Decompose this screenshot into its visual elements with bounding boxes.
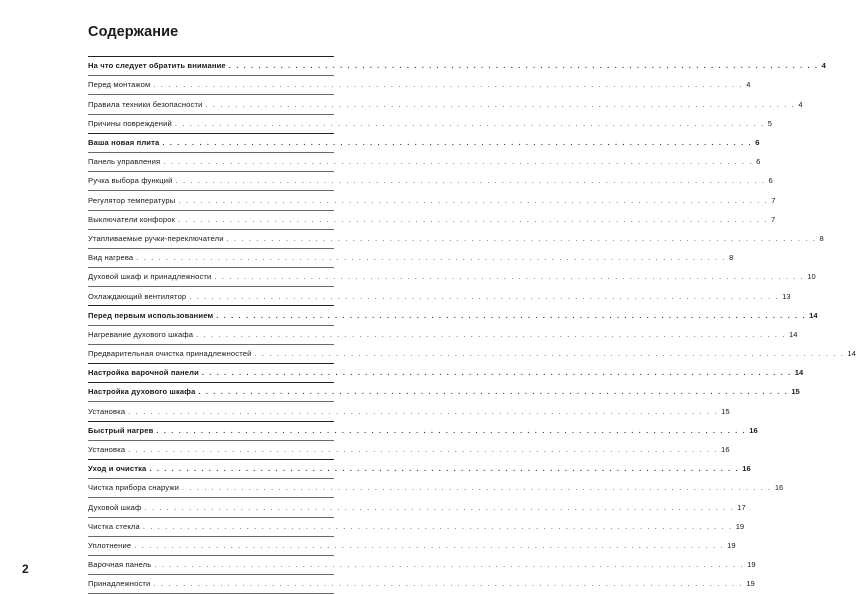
dot-leader: . . . . . . . . . . . . . . . . . . . . . . . . . . . . . . . . . . . . . . . . . . . . . . . . . . . . . . . . . . . . . . . . . . . . . . . . . . . . . . . .: [144, 502, 735, 512]
dot-leader: . . . . . . . . . . . . . . . . . . . . . . . . . . . . . . . . . . . . . . . . . . . . . . . . . . . . . . . . . . . . . . . . . . . . . . . . . . . . . . . .: [149, 464, 740, 474]
dot-leader: . . . . . . . . . . . . . . . . . . . . . . . . . . . . . . . . . . . . . . . . . . . . . . . . . . . . . . . . . . . . . . . . . . . . . . . . . . . . . . . .: [198, 387, 789, 397]
toc-page-number: 8: [819, 233, 824, 243]
toc-entry-label: На что следует обратить внимание: [88, 61, 226, 71]
toc-section-row: [88, 421, 758, 440]
toc-page-number: 15: [721, 406, 730, 416]
dot-leader: . . . . . . . . . . . . . . . . . . . . . . . . . . . . . . . . . . . . . . . . . . . . . . . . . . . . . . . . . . . . . . . . . . . . . . . . . . . . . . . .: [216, 310, 807, 320]
toc-page-number: 13: [782, 291, 791, 301]
toc-entry-label: Ваша новая плита: [88, 138, 160, 148]
toc-entry-label: Духовой шкаф: [88, 502, 142, 512]
toc-section-row: [88, 363, 804, 382]
toc-page-number: 14: [809, 310, 818, 320]
toc-entry-label: Установка: [88, 445, 126, 455]
toc-section-row: [88, 459, 751, 478]
toc-entry-label: Выключатели конфорок: [88, 214, 176, 224]
toc-entry-row: [88, 286, 791, 305]
toc-entry-label: Быстрый нагрев: [88, 425, 154, 435]
toc-page-number: 16: [721, 445, 730, 455]
toc-entry-row: [88, 555, 756, 574]
dot-leader: . . . . . . . . . . . . . . . . . . . . . . . . . . . . . . . . . . . . . . . . . . . . . . . . . . . . . . . . . . . . . . . . . . . . . . . . . . . . . . . .: [163, 157, 754, 167]
toc-page-number: 19: [746, 579, 755, 589]
table-of-contents: [88, 56, 856, 594]
toc-entry-row: [88, 401, 730, 420]
dot-leader: . . . . . . . . . . . . . . . . . . . . . . . . . . . . . . . . . . . . . . . . . . . . . . . . . . . . . . . . . . . . . . . . . . . . . . . . . . . . . . . .: [153, 579, 744, 589]
dot-leader: . . . . . . . . . . . . . . . . . . . . . . . . . . . . . . . . . . . . . . . . . . . . . . . . . . . . . . . . . . . . . . . . . . . . . . . . . . . . . . . .: [196, 329, 787, 339]
toc-page-number: 16: [774, 483, 784, 493]
toc-entry-label: Чистка прибора снаружи: [88, 483, 179, 493]
toc-entry-label: Предварительная очистка принадлежностей: [88, 349, 252, 359]
toc-entry-row: [88, 574, 755, 594]
toc-entry-label: Перед первым использованием: [88, 310, 214, 320]
toc-entry-label: Настройка духового шкафа: [88, 387, 196, 397]
toc-entry-row: [88, 75, 751, 94]
toc-entry-label: Регулятор температуры: [88, 195, 176, 205]
toc-page-number: 7: [771, 195, 776, 205]
toc-page-number: 16: [749, 425, 758, 435]
dot-leader: . . . . . . . . . . . . . . . . . . . . . . . . . . . . . . . . . . . . . . . . . . . . . . . . . . . . . . . . . . . . . . . . . . . . . . . . . . . . . . . .: [142, 521, 733, 531]
toc-page-number: 14: [794, 368, 804, 378]
toc-page-number: 6: [756, 157, 761, 167]
toc-entry-row: [88, 210, 776, 229]
toc-page-number: 19: [735, 521, 745, 531]
toc-entry-row: [88, 171, 773, 190]
toc-entry-label: Нагревание духового шкафа: [88, 329, 194, 339]
toc-entry-label: Духовой шкаф и принадлежности: [88, 272, 212, 282]
toc-entry-row: [88, 497, 746, 516]
dot-leader: . . . . . . . . . . . . . . . . . . . . . . . . . . . . . . . . . . . . . . . . . . . . . . . . . . . . . . . . . . . . . . . . . . . . . . . . . . . . . . . .: [136, 253, 727, 263]
page-title: Содержание: [88, 24, 179, 40]
toc-entry-row: [88, 440, 730, 459]
toc-entry-label: Уход и очистка: [88, 464, 147, 474]
toc-page-number: 10: [807, 272, 816, 282]
dot-leader: . . . . . . . . . . . . . . . . . . . . . . . . . . . . . . . . . . . . . . . . . . . . . . . . . . . . . . . . . . . . . . . . . . . . . . . . . . . . . . . .: [201, 368, 792, 378]
dot-leader: . . . . . . . . . . . . . . . . . . . . . . . . . . . . . . . . . . . . . . . . . . . . . . . . . . . . . . . . . . . . . . . . . . . . . . . . . . . . . . . .: [174, 118, 765, 128]
toc-entry-row: [88, 536, 736, 555]
dot-leader: . . . . . . . . . . . . . . . . . . . . . . . . . . . . . . . . . . . . . . . . . . . . . . . . . . . . . . . . . . . . . . . . . . . . . . . . . . . . . . . .: [178, 195, 769, 205]
dot-leader: . . . . . . . . . . . . . . . . . . . . . . . . . . . . . . . . . . . . . . . . . . . . . . . . . . . . . . . . . . . . . . . . . . . . . . . . . . . . . . . .: [181, 483, 772, 493]
toc-page-number: 19: [727, 540, 736, 550]
dot-leader: . . . . . . . . . . . . . . . . . . . . . . . . . . . . . . . . . . . . . . . . . . . . . . . . . . . . . . . . . . . . . . . . . . . . . . . . . . . . . . . .: [156, 425, 747, 435]
toc-entry-label: Варочная панель: [88, 560, 152, 570]
toc-page-number: 8: [729, 253, 734, 263]
toc-page-number: 6: [768, 176, 773, 186]
toc-section-row: [88, 382, 800, 401]
dot-leader: . . . . . . . . . . . . . . . . . . . . . . . . . . . . . . . . . . . . . . . . . . . . . . . . . . . . . . . . . . . . . . . . . . . . . . . . . . . . . . . .: [228, 61, 819, 71]
toc-entry-label: Установка: [88, 406, 126, 416]
toc-entry-label: Перед монтажом: [88, 80, 151, 90]
toc-entry-row: [88, 517, 745, 536]
toc-page-number: 16: [742, 464, 751, 474]
toc-entry-row: [88, 190, 776, 209]
toc-entry-row: [88, 478, 784, 497]
toc-entry-label: Утапливаемые ручки-переключатели: [88, 233, 224, 243]
dot-leader: . . . . . . . . . . . . . . . . . . . . . . . . . . . . . . . . . . . . . . . . . . . . . . . . . . . . . . . . . . . . . . . . . . . . . . . . . . . . . . . .: [162, 138, 753, 148]
toc-entry-row: [88, 267, 816, 286]
dot-leader: . . . . . . . . . . . . . . . . . . . . . . . . . . . . . . . . . . . . . . . . . . . . . . . . . . . . . . . . . . . . . . . . . . . . . . . . . . . . . . . .: [205, 99, 796, 109]
toc-entry-row: [88, 114, 772, 133]
toc-section-row: [88, 56, 826, 75]
toc-entry-row: [88, 229, 824, 248]
toc-entry-label: Охлаждающий вентилятор: [88, 291, 187, 301]
toc-entry-row: [88, 325, 798, 344]
dot-leader: . . . . . . . . . . . . . . . . . . . . . . . . . . . . . . . . . . . . . . . . . . . . . . . . . . . . . . . . . . . . . . . . . . . . . . . . . . . . . . . .: [254, 349, 845, 359]
toc-section-row: [88, 305, 818, 324]
dot-leader: . . . . . . . . . . . . . . . . . . . . . . . . . . . . . . . . . . . . . . . . . . . . . . . . . . . . . . . . . . . . . . . . . . . . . . . . . . . . . . . .: [154, 560, 745, 570]
toc-page-number: 17: [737, 502, 746, 512]
toc-page-number: 15: [791, 387, 800, 397]
dot-leader: . . . . . . . . . . . . . . . . . . . . . . . . . . . . . . . . . . . . . . . . . . . . . . . . . . . . . . . . . . . . . . . . . . . . . . . . . . . . . . . .: [128, 445, 719, 455]
toc-entry-row: [88, 152, 761, 171]
toc-page-number: 5: [767, 118, 772, 128]
toc-page-number: 6: [755, 138, 760, 148]
toc-page-number: 4: [821, 61, 826, 71]
toc-page-number: 14: [847, 349, 856, 359]
toc-entry-label: Принадлежности: [88, 579, 151, 589]
toc-entry-label: Настройка варочной панели: [88, 368, 199, 378]
dot-leader: . . . . . . . . . . . . . . . . . . . . . . . . . . . . . . . . . . . . . . . . . . . . . . . . . . . . . . . . . . . . . . . . . . . . . . . . . . . . . . . .: [214, 272, 805, 282]
page-number: 2: [22, 562, 29, 576]
dot-leader: . . . . . . . . . . . . . . . . . . . . . . . . . . . . . . . . . . . . . . . . . . . . . . . . . . . . . . . . . . . . . . . . . . . . . . . . . . . . . . . .: [178, 214, 768, 224]
dot-leader: . . . . . . . . . . . . . . . . . . . . . . . . . . . . . . . . . . . . . . . . . . . . . . . . . . . . . . . . . . . . . . . . . . . . . . . . . . . . . . . .: [128, 406, 719, 416]
toc-page-number: 14: [789, 329, 798, 339]
toc-entry-label: Вид нагрева: [88, 253, 134, 263]
toc-entry-label: Чистка стекла: [88, 521, 140, 531]
toc-entry-label: Уплотнение: [88, 540, 132, 550]
toc-entry-label: Ручка выбора функций: [88, 176, 173, 186]
toc-section-row: [88, 133, 760, 152]
toc-entry-label: Причины повреждений: [88, 118, 172, 128]
toc-page-number: 4: [798, 99, 803, 109]
toc-page-number: 19: [747, 560, 756, 570]
dot-leader: . . . . . . . . . . . . . . . . . . . . . . . . . . . . . . . . . . . . . . . . . . . . . . . . . . . . . . . . . . . . . . . . . . . . . . . . . . . . . . . .: [189, 291, 780, 301]
toc-entry-label: Правила техники безопасности: [88, 99, 203, 109]
dot-leader: . . . . . . . . . . . . . . . . . . . . . . . . . . . . . . . . . . . . . . . . . . . . . . . . . . . . . . . . . . . . . . . . . . . . . . . . . . . . . . . .: [134, 540, 725, 550]
dot-leader: . . . . . . . . . . . . . . . . . . . . . . . . . . . . . . . . . . . . . . . . . . . . . . . . . . . . . . . . . . . . . . . . . . . . . . . . . . . . . . . .: [226, 233, 817, 243]
toc-entry-row: [88, 344, 856, 363]
toc-entry-row: [88, 94, 803, 113]
toc-page-number: 7: [770, 214, 776, 224]
toc-entry-row: [88, 248, 734, 267]
toc-entry-label: Панель управления: [88, 157, 161, 167]
toc-page-number: 4: [746, 80, 751, 90]
dot-leader: . . . . . . . . . . . . . . . . . . . . . . . . . . . . . . . . . . . . . . . . . . . . . . . . . . . . . . . . . . . . . . . . . . . . . . . . . . . . . . . .: [153, 80, 744, 90]
dot-leader: . . . . . . . . . . . . . . . . . . . . . . . . . . . . . . . . . . . . . . . . . . . . . . . . . . . . . . . . . . . . . . . . . . . . . . . . . . . . . . . .: [175, 176, 766, 186]
